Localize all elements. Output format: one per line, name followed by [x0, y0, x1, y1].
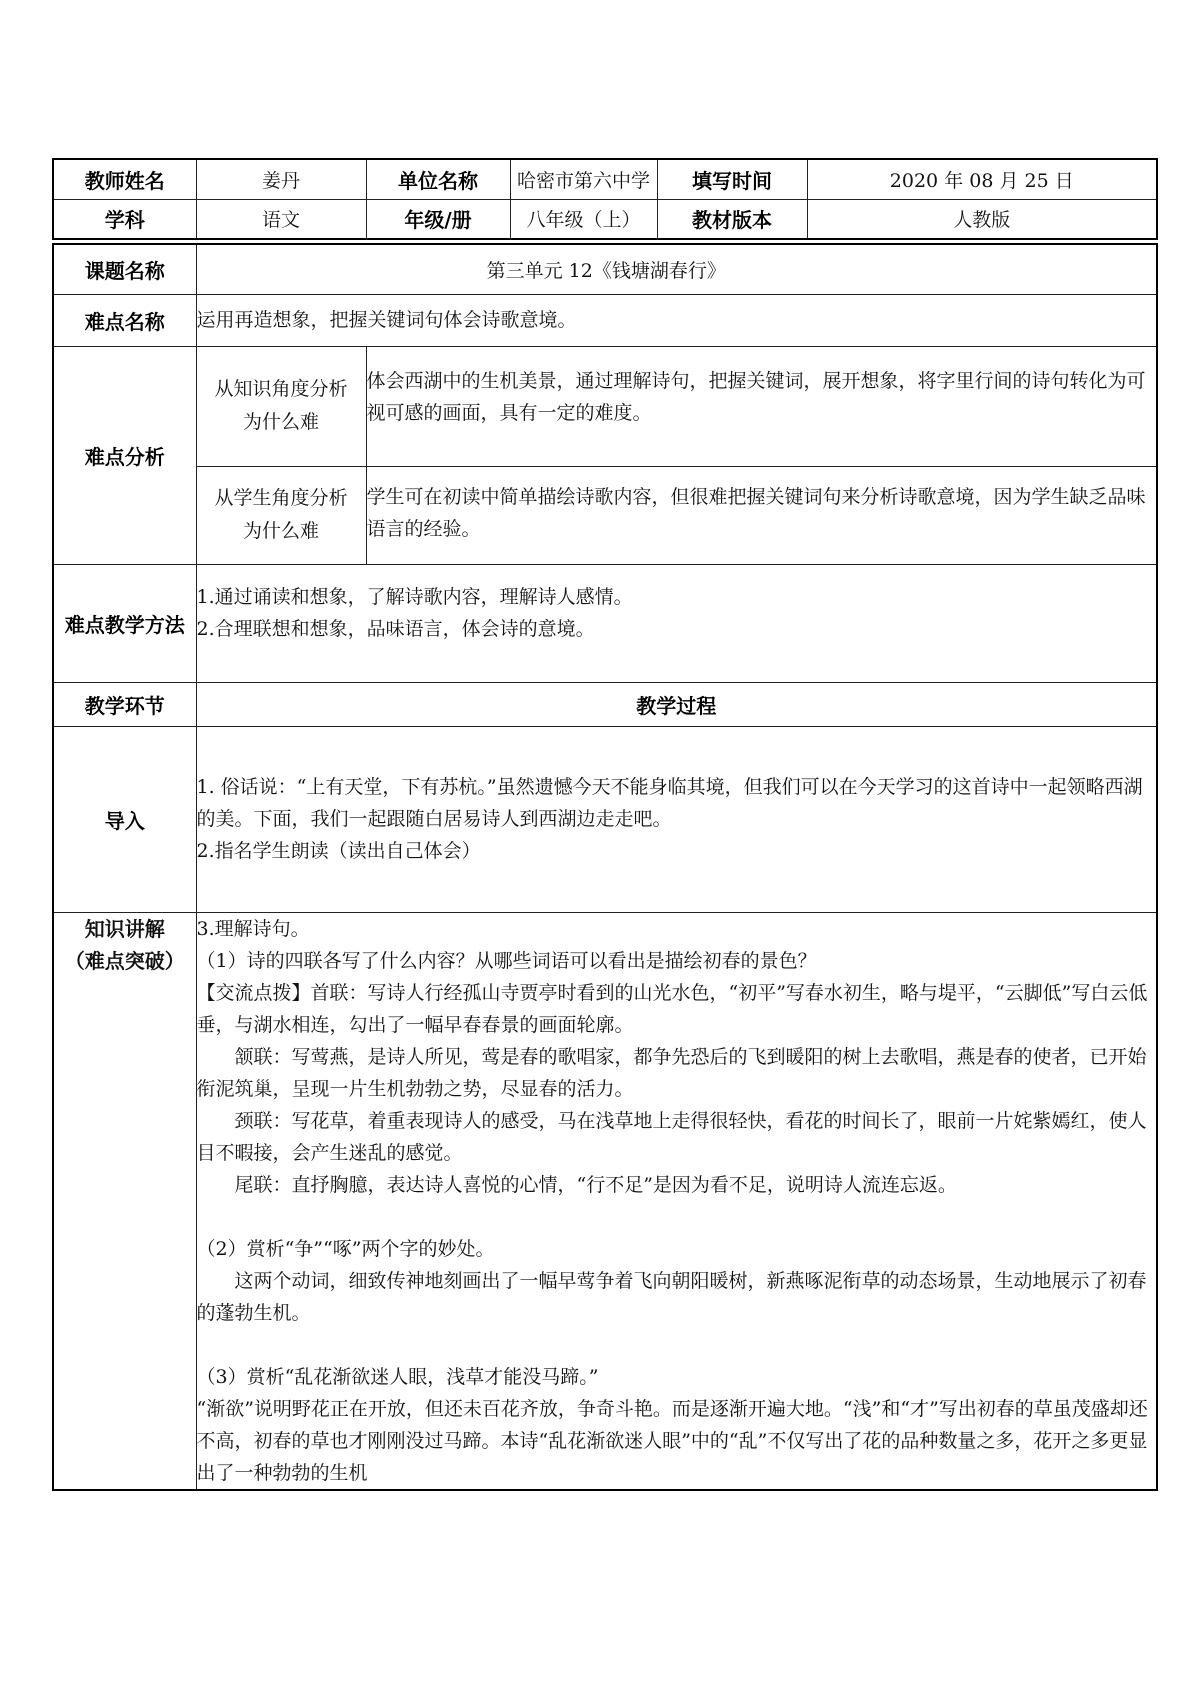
intro-paragraph-2: 2.指名学生朗读（读出自己体会） — [196, 840, 481, 862]
knowledge-paragraph-2: （1）诗的四联各写了什么内容？从哪些词语可以看出是描绘初春的景色？ — [196, 949, 817, 972]
method-label: 难点教学方法 — [53, 564, 196, 682]
subject-label: 学科 — [53, 199, 196, 239]
topic-row — [53, 244, 1157, 294]
edition-label: 教材版本 — [657, 199, 807, 239]
knowledge-text — [196, 912, 1157, 1490]
analysis-knowledge-row — [53, 346, 1157, 466]
knowledge-paragraph-3: 【交流点拨】首联：写诗人行经孤山寺贾亭时看到的山光水色，“初平”写春水初生，略与堤平，“云脚低”写白云低垂，与湖水相连，勾出了一幅早春春景的画面轮廓。 — [196, 981, 1148, 1036]
knowledge-paragraph-5: 颈联：写花草，着重表现诗人的感受，马在浅草地上走得很轻快，看花的时间长了，眼前一片姹紫嫣红，使人目不暇接，会产生迷乱的感觉。 — [196, 1109, 1147, 1164]
intro-text — [196, 726, 1157, 912]
knowledge-row — [53, 912, 1157, 1490]
subject-value: 语文 — [196, 199, 366, 239]
knowledge-paragraph-7: （2）赏析“争”“啄”两个字的妙处。 — [196, 1237, 495, 1260]
knowledge-angle-line2: 为什么难 — [242, 411, 319, 433]
method-text — [196, 564, 1157, 682]
knowledge-angle-label — [196, 346, 366, 466]
unit-name-label: 单位名称 — [366, 159, 510, 199]
header-row-1 — [53, 159, 1157, 199]
student-angle-line2: 为什么难 — [242, 520, 319, 542]
method-row — [53, 564, 1157, 682]
knowledge-label — [53, 912, 196, 1490]
topic-label: 课题名称 — [53, 244, 196, 294]
teacher-name-label: 教师姓名 — [53, 159, 196, 199]
topic-value: 第三单元 12《钱塘湖春行》 — [196, 244, 1157, 294]
analysis-label: 难点分析 — [53, 346, 196, 564]
grade-label: 年级/册 — [366, 199, 510, 239]
knowledge-paragraph-1: 3.理解诗句。 — [196, 917, 310, 940]
intro-paragraph-1: 1. 俗话说：“上有天堂，下有苏杭。”虽然遗憾今天不能身临其境，但我们可以在今天学习的这首诗中一起领略西湖的美。下面，我们一起跟随白居易诗人到西湖边走走吧。 — [196, 776, 1143, 830]
lesson-plan-table — [52, 158, 1158, 1491]
section-header-row — [53, 682, 1157, 726]
student-angle-line1: 从学生角度分析 — [214, 487, 348, 509]
student-angle-text: 学生可在初读中简单描绘诗歌内容，但很难把握关键词句来分析诗歌意境，因为学生缺乏品味语言的经验。 — [366, 466, 1157, 564]
knowledge-paragraph-9: （3）赏析“乱花渐欲迷人眼，浅草才能没马蹄。” — [196, 1365, 599, 1388]
knowledge-paragraph-10: “渐欲”说明野花正在开放，但还未百花齐放，争奇斗艳。而是逐渐开遍大地。“浅”和“才”写出初春的草虽茂盛却还不高，初春的草也才刚刚没过马蹄。本诗“乱花渐欲迷人眼”中的“乱”不仅写出了花的品种数量之多，花开之多更显出了一种勃勃的生机 — [196, 1397, 1148, 1484]
fill-date-label: 填写时间 — [657, 159, 807, 199]
unit-name-value: 哈密市第六中学 — [510, 159, 657, 199]
header-row-2 — [53, 199, 1157, 239]
knowledge-paragraph-4: 颔联：写莺燕，是诗人所见，莺是春的歌唱家，都争先恐后的飞到暖阳的树上去歌唱，燕是春的使者，已开始衔泥筑巢，呈现一片生机勃勃之势，尽显春的活力。 — [196, 1045, 1147, 1100]
knowledge-angle-text: 体会西湖中的生机美景，通过理解诗句，把握关键词，展开想象，将字里行间的诗句转化为可视可感的画面，具有一定的难度。 — [366, 346, 1157, 466]
analysis-student-row — [53, 466, 1157, 564]
knowledge-angle-line1: 从知识角度分析 — [214, 378, 348, 400]
difficulty-label: 难点名称 — [53, 294, 196, 346]
edition-value: 人教版 — [807, 199, 1157, 239]
grade-value: 八年级（上） — [510, 199, 657, 239]
method-line-1: 1.通过诵读和想象，了解诗歌内容，理解诗人感情。 — [196, 585, 633, 608]
knowledge-paragraph-6: 尾联：直抒胸臆，表达诗人喜悦的心情，“行不足”是因为看不足，说明诗人流连忘返。 — [234, 1173, 957, 1196]
intro-row — [53, 726, 1157, 912]
intro-label: 导入 — [53, 726, 196, 912]
difficulty-row — [53, 294, 1157, 346]
fill-date-value: 2020 年 08 月 25 日 — [807, 159, 1157, 199]
teaching-process-header: 教学过程 — [196, 682, 1157, 726]
knowledge-paragraph-8: 这两个动词，细致传神地刻画出了一幅早莺争着飞向朝阳暖树，新燕啄泥衔草的动态场景，生动地展示了初春的蓬勃生机。 — [196, 1269, 1147, 1324]
method-line-2: 2.合理联想和想象，品味语言，体会诗的意境。 — [196, 617, 595, 640]
teaching-phase-header: 教学环节 — [53, 682, 196, 726]
student-angle-label — [196, 466, 366, 564]
knowledge-label-line1: 知识讲解 — [84, 916, 165, 941]
teacher-name-value: 姜丹 — [196, 159, 366, 199]
difficulty-value: 运用再造想象，把握关键词句体会诗歌意境。 — [196, 294, 1157, 346]
knowledge-label-line2: （难点突破） — [64, 948, 185, 973]
